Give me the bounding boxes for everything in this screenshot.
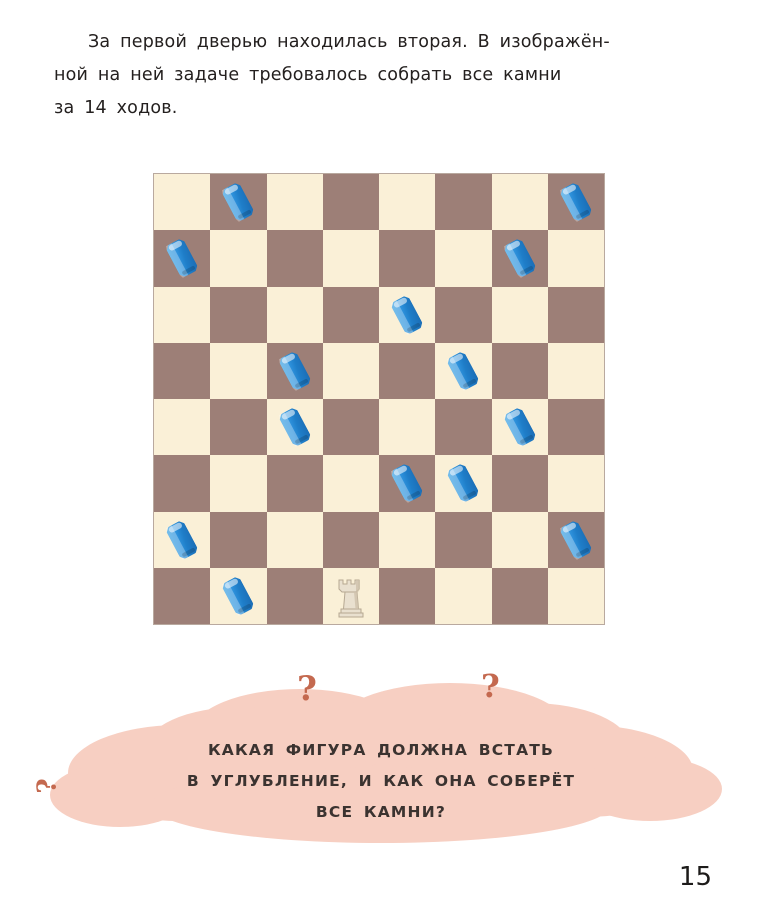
board-square[interactable] [492,568,548,624]
board-square[interactable] [492,343,548,399]
board-square[interactable] [323,568,379,624]
board-square[interactable] [323,343,379,399]
intro-line-1-text: За первой дверью находилась вторая. В изображён- [88,32,610,52]
board-square[interactable] [323,399,379,455]
gem-icon [446,463,481,504]
speech-cloud [0,655,762,855]
board-square[interactable] [435,568,491,624]
board-square[interactable] [548,455,604,511]
question-mark-icon-2: ? [481,667,500,705]
board-square[interactable] [154,230,210,286]
intro-line-1 [54,26,714,59]
board-square[interactable] [210,343,266,399]
board-square[interactable] [267,174,323,230]
board-square[interactable] [323,512,379,568]
board-square[interactable] [548,568,604,624]
board-square[interactable] [435,399,491,455]
board-square[interactable] [267,399,323,455]
board-square[interactable] [492,399,548,455]
board-square[interactable] [210,399,266,455]
board-square[interactable] [435,512,491,568]
board-square[interactable] [379,174,435,230]
board-square[interactable] [210,174,266,230]
board-square[interactable] [435,343,491,399]
board-square[interactable] [267,568,323,624]
board-square[interactable] [492,455,548,511]
board-square[interactable] [267,230,323,286]
board-square[interactable] [435,455,491,511]
board-square[interactable] [492,174,548,230]
cloud-question-text [0,735,762,828]
board-square[interactable] [548,174,604,230]
board-square[interactable] [323,455,379,511]
board-square[interactable] [267,455,323,511]
board-square[interactable] [435,230,491,286]
board-square[interactable] [379,230,435,286]
page-number: 15 [678,862,712,892]
board-square[interactable] [548,399,604,455]
gem-icon [277,407,312,448]
board-square[interactable] [154,399,210,455]
board-square[interactable] [379,399,435,455]
board-square[interactable] [210,455,266,511]
board-square[interactable] [267,512,323,568]
board-square[interactable] [435,174,491,230]
gem-icon [221,575,256,616]
board-square[interactable] [548,287,604,343]
board-square[interactable] [154,287,210,343]
gem-icon [165,238,200,279]
gem-icon [446,350,481,391]
intro-line-3 [54,92,714,125]
cloud-line-1: КАКАЯ ФИГУРА ДОЛЖНА ВСТАТЬ [207,741,555,759]
board-square[interactable] [379,343,435,399]
intro-paragraph [54,26,714,125]
chessboard-grid [154,174,604,624]
board-square[interactable] [154,343,210,399]
rook-piece-icon[interactable] [334,574,368,618]
intro-line-2 [54,59,714,92]
board-square[interactable] [154,512,210,568]
cloud-line-3: ВСЕ КАМНИ? [315,803,447,821]
chessboard [153,173,605,625]
board-square[interactable] [492,230,548,286]
gem-icon [390,294,425,335]
board-square[interactable] [210,512,266,568]
board-square[interactable] [154,174,210,230]
board-square[interactable] [548,230,604,286]
board-square[interactable] [548,343,604,399]
board-square[interactable] [435,287,491,343]
board-square[interactable] [379,287,435,343]
board-square[interactable] [210,230,266,286]
board-square[interactable] [210,568,266,624]
board-square[interactable] [267,287,323,343]
board-square[interactable] [323,174,379,230]
cloud-line-2: В УГЛУБЛЕНИЕ, И КАК ОНА СОБЕРЁТ [186,772,576,790]
board-square[interactable] [154,568,210,624]
intro-line-2-text: ной на ней задаче требовалось собрать все камни [54,65,562,85]
gem-icon [221,182,256,223]
gem-icon [165,519,200,560]
board-square[interactable] [210,287,266,343]
gem-icon [559,519,594,560]
intro-line-3-text: за 14 ходов. [54,98,178,118]
board-square[interactable] [323,230,379,286]
gem-icon [390,463,425,504]
gem-icon [277,350,312,391]
board-square[interactable] [492,512,548,568]
question-mark-icon-3: ? [32,778,63,794]
board-square[interactable] [323,287,379,343]
board-square[interactable] [154,455,210,511]
board-square[interactable] [267,343,323,399]
board-square[interactable] [379,512,435,568]
question-mark-icon-1: ? [297,669,317,709]
board-square[interactable] [492,287,548,343]
board-square[interactable] [379,455,435,511]
gem-icon [502,238,537,279]
gem-icon [559,182,594,223]
board-square[interactable] [548,512,604,568]
gem-icon [502,407,537,448]
board-square[interactable] [379,568,435,624]
